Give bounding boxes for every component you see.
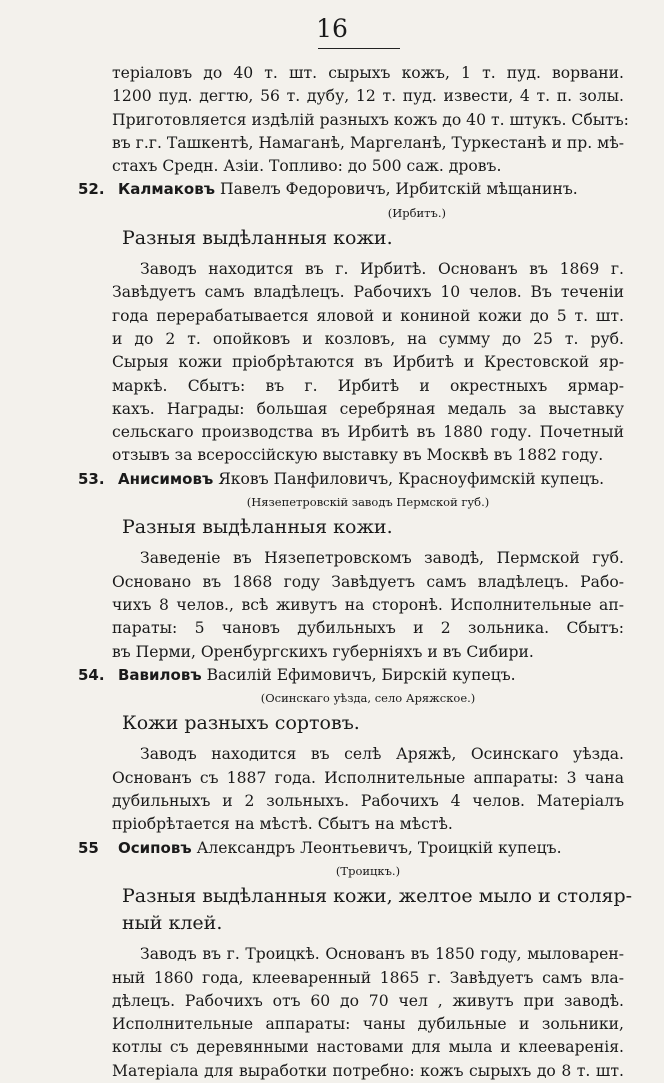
text-line: и до 2 т. опойковъ и козловъ, на сумму до 25 т. руб.: [112, 329, 624, 348]
text-line: года перерабатывается яловой и кониной кожи до 5 т. шт.: [112, 306, 624, 325]
text-line: Матеріала для выработки потребно: кожъ сырыхъ до 8 т. шт.: [112, 1061, 624, 1080]
text-line: Заводъ находится въ г. Ирбитѣ. Основанъ въ 1869 г.: [140, 260, 624, 279]
entry-owner: Павелъ Федоровичъ, Ирбитскій мѣщанинъ.: [219, 180, 578, 199]
entry-location: (Нязепетровскій заводъ Пермской губ.): [246, 495, 490, 510]
entry-location: (Троицкъ.): [335, 863, 401, 878]
text-line: отзывъ за всероссійскую выставку въ Москвѣ въ 1882 году.: [112, 446, 604, 465]
text-line: 1200 пуд. дегтю, 56 т. дубу, 12 т. пуд. извести, 4 т. п. золы.: [112, 87, 624, 106]
text-line: Основанъ съ 1887 года. Исполнительные аппараты: 3 чана: [112, 768, 624, 787]
entry-header: [78, 664, 624, 687]
entry-description: [112, 258, 624, 468]
text-line: Заведеніе въ Нязепетровскомъ заводѣ, Пермской губ.: [140, 549, 624, 568]
text-line: Основано въ 1868 году Завѣдуетъ самъ владѣлецъ. Рабо-: [112, 572, 624, 591]
entry-52: [78, 178, 624, 467]
entry-location: (Ирбитъ.): [387, 205, 446, 220]
text-line: Заводъ находится въ селѣ Аряжѣ, Осинскаго уѣзда.: [140, 745, 624, 764]
entry-owner: Александръ Леонтьевичъ, Троицкій купецъ.: [196, 838, 562, 857]
entry-surname: Анисимовъ: [118, 469, 214, 488]
entry-product: Разныя выдѣланныя кожи, желтое мыло и столяр-: [122, 885, 633, 908]
entry-header: [78, 178, 624, 201]
text-line: маркѣ. Сбытъ: въ г. Ирбитѣ и окрестныхъ ярмар-: [112, 376, 624, 395]
text-line: ный 1860 года, клееваренный 1865 г. Завѣдуетъ самъ вла-: [112, 968, 624, 987]
entry-53: [78, 468, 624, 664]
entry-number: 52.: [78, 180, 105, 199]
entry-surname: Вавиловъ: [118, 665, 202, 684]
entry-header: [78, 468, 624, 491]
entry-54: [78, 664, 624, 837]
text-line: котлы съ деревянными настовами для мыла и клееваренія.: [112, 1038, 624, 1057]
text-line: Завѣдуетъ самъ владѣлецъ. Рабочихъ 10 челов. Въ теченіи: [112, 283, 624, 302]
intro-paragraph: [112, 62, 629, 178]
entry-number: 53.: [78, 469, 105, 488]
page-number: 16: [316, 14, 348, 43]
text-line: пріобрѣтается на мѣстѣ. Сбытъ на мѣстѣ.: [112, 815, 453, 834]
entry-product: Кожи разныхъ сортовъ.: [122, 712, 360, 735]
page-text: [78, 62, 633, 1083]
text-line: параты: 5 чановъ дубильныхъ и 2 зольника. Сбытъ:: [112, 619, 624, 638]
entry-surname: Осиповъ: [118, 838, 192, 857]
entry-description: [112, 547, 624, 663]
entry-product: Разныя выдѣланныя кожи.: [122, 516, 393, 539]
entry-product-continued: ный клей.: [122, 912, 223, 935]
text-line: Сырыя кожи пріобрѣтаются въ Ирбитѣ и Крестовской яр-: [112, 353, 624, 372]
text-line: Заводъ въ г. Троицкѣ. Основанъ въ 1850 году, мыловарен-: [140, 945, 624, 964]
entry-surname: Калмаковъ: [118, 180, 216, 199]
entry-description: [112, 943, 624, 1083]
text-line: теріаловъ до 40 т. шт. сырыхъ кожъ, 1 т. пуд. ворвани.: [112, 64, 624, 82]
entry-product: Разныя выдѣланныя кожи.: [122, 227, 393, 250]
text-line: чихъ 8 челов., всѣ живутъ на сторонѣ. Исполнительные ап-: [112, 595, 624, 614]
text-line: сельскаго производства въ Ирбитѣ въ 1880 году. Почетный: [112, 423, 624, 442]
text-line: дубильныхъ и 2 зольныхъ. Рабочихъ 4 челов. Матеріалъ: [112, 792, 624, 811]
text-line: Исполнительные аппараты: чаны дубильные и зольники,: [112, 1015, 624, 1034]
entry-owner: Василій Ефимовичъ, Бирскій купецъ.: [206, 665, 516, 684]
text-line: въ Перми, Оренбургскихъ губерніяхъ и въ Сибири.: [112, 642, 534, 661]
entry-number: 54.: [78, 665, 105, 684]
text-line: Приготовляется издѣлій разныхъ кожъ до 40 т. штукъ. Сбытъ:: [112, 110, 629, 129]
entry-location: (Осинскаго уѣзда, село Аряжское.): [260, 691, 476, 706]
text-line: въ г.г. Ташкентѣ, Намаганѣ, Маргеланѣ, Туркестанѣ и пр. мѣ-: [112, 133, 624, 152]
entry-number: 55: [78, 838, 99, 857]
entry-owner: Яковъ Панфиловичъ, Красноуфимскій купецъ.: [218, 469, 605, 488]
entry-header: [78, 837, 624, 860]
text-line: дѣлецъ. Рабочихъ отъ 60 до 70 чел , живутъ при заводѣ.: [112, 991, 624, 1010]
text-line: кахъ. Награды: большая серебряная медаль за выставку: [112, 399, 624, 418]
text-line: стахъ Средн. Азіи. Топливо: до 500 саж. дровъ.: [112, 157, 502, 176]
entry-55: [78, 837, 633, 1083]
page-number-rule: [318, 48, 400, 49]
entry-description: [112, 743, 624, 836]
